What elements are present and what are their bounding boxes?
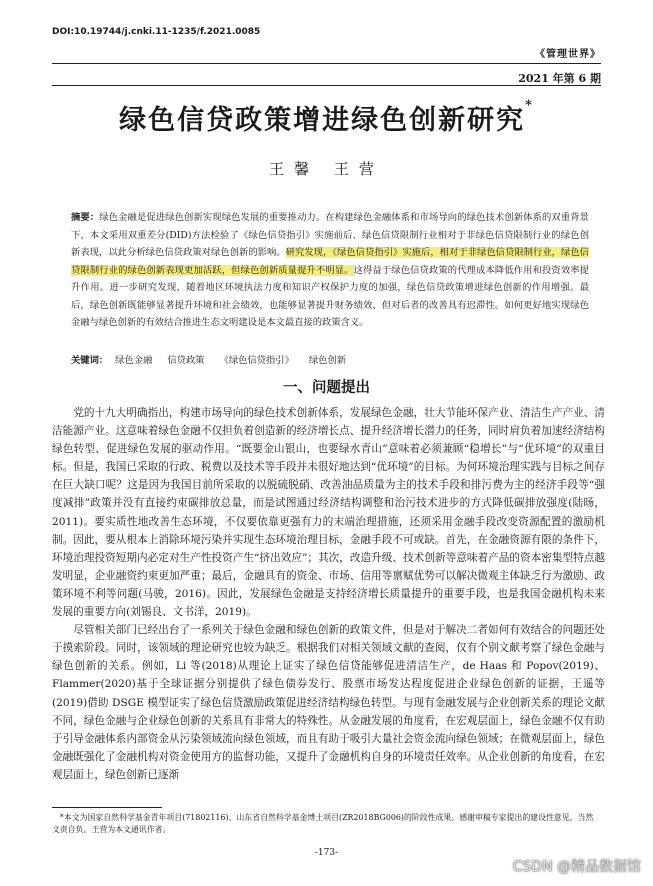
issue-label: 2021 年第 6 期 <box>518 72 601 85</box>
doi-label: DOI:10.19744/j.cnki.11-1235/f.2021.0085 <box>52 27 261 37</box>
keyword: 《绿色信贷指引》 <box>219 355 294 366</box>
abstract-highlight: 研究发现，《绿色信贷指引》实施后，相对于非绿色信贷限制行业，绿色信贷限制行业的绿色创新表现更加活跃，但绿色创新质量提升不明显。 <box>71 247 589 276</box>
title-text: 绿色信贷政策增进绿色创新研究 <box>119 105 526 136</box>
header-rule-bottom <box>52 85 601 86</box>
keyword: 绿色创新 <box>308 355 347 366</box>
paper-title <box>0 98 653 137</box>
abstract <box>71 209 589 332</box>
paragraph: 党的十九大明确指出，构建市场导向的绿色技术创新体系，发展绿色金融，壮大节能环保产业、清洁生产产业、清洁能源产业。这意味着绿色金融不仅担负着创造新的经济增长点、提升经济增长潜力的任务，同时肩负着加速经济结构绿色转型、促进绿色发展的驱动作用。“既要金山银山，也要绿水青山”意味着必须兼顾“稳增长”与“优环境”的双重目标。但是，我国已采取的行政、税费以及技术等手段并未很好地达到“优环境”的目标。为何环境治理实践与目标之间存在巨大缺口呢？这是因为我国目前所采取的以脱硫脱硝、改善油品质量为主的技术手段和排污费为主的经济手段等“强度减排”政策并没有直接约束碳排放总量，而是试图通过经济结构调整和治污技术进步的方式降低碳排放强度(陆旸，2011)。要实质性地改善生态环境，不仅要依靠更强有力的末端治理措施，还须采用金融手段改变资源配置的激励机制。因此，要从根本上消除环境污染并实现生态环境治理目标，金融手段不可或缺。首先，在金融资源有限的条件下，环境治理投资短期内必定对生产性投资产生“挤出效应”；其次，改造升级、技术创新等意味着产品的资本密集型特点越发明显，企业融资约束更加严重；最后，金融具有的资金、市场、信用等禀赋优势可以解决微观主体缺乏行为激励、政策环境不利等问题(马骏，2016)。因此，发展绿色金融是支持经济增长质量提升的重要手段，也是我国金融机构未来发展的重要方向(刘锡良、文书洋，2019)。 <box>52 407 605 619</box>
footnote-rule <box>52 807 162 808</box>
keyword: 信贷政策 <box>167 355 205 366</box>
keyword: 绿色金融 <box>115 355 153 366</box>
keywords-line <box>71 352 589 366</box>
watermark: CSDN @精品数据馆 <box>512 859 641 875</box>
abstract-text-after: 这得益于绿色信贷政策的代理成本降低作用和投资效率提升作用。进一步研究发现，随着地区环境执法力度和知识产权保护力度的加强，绿色信贷政策增进绿色创新的作用增强。最后，绿色创新既能够显著提升环境和社会绩效，也能够显著提升财务绩效，但对后者的改善具有迟滞性。如何更好地实现绿色金融与绿色创新的有效结合推进生态文明建设是本文最直接的政策含义。 <box>71 264 589 328</box>
paragraph: 尽管相关部门已经出台了一系列关于绿色金融和绿色创新的政策文件，但是对于解决二者如何有效结合的问题还处于摸索阶段。同时，该领域的理论研究也较为缺乏。根据我们对相关领域文献的查阅，仅有个别文献考察了绿色金融与绿色创新的关系。例如，Li 等(2018)从理论上证实了绿色信贷能够促进清洁生产，de Haas 和 Popov(2019)、Flammer(2020)基于全球证据分别提供了绿色债券发行、股票市场发达程度促进企业绿色创新的证据，王遥等(2019)借助 DSGE 模型证实了绿色信贷激励政策促进经济结构绿色转型。与现有金融发展与企业创新关系的理论文献不同，绿色金融与企业绿色创新的关系具有非常大的特殊性。从金融发展的角度看，在宏观层面上，绿色金融不仅有助于引导金融体系内部资金从污染领域流向绿色领域，而且有助于吸引大量社会资金流向绿色领域；在微观层面上，绿色金融既强化了金融机构对资金使用方的监督功能，又提升了金融机构自身的环境责任效率。从企业创新的角度看，在宏观层面上，绿色创新已逐渐 <box>52 624 605 781</box>
keywords-label: 关键词： <box>71 355 109 366</box>
footnote-text: *本文为国家自然科学基金青年项目(71802116)、山东省自然科学基金博士项目(ZR2018BG006)的阶段性成果。感谢审稿专家提出的建设性意见。当然文责自负。王营为本文通讯作者。 <box>52 813 594 834</box>
author-line: 王馨 王营 <box>269 160 384 178</box>
journal-name: 《管理世界》 <box>535 49 601 60</box>
section-heading: 一、问题提出 <box>283 379 370 396</box>
abstract-label: 摘要： <box>71 212 100 223</box>
page-number: -173- <box>314 848 339 858</box>
header-rule-top <box>52 63 601 64</box>
abstract-text-before: 绿色金融是促进绿色创新实现绿色发展的重要推动力。在构建绿色金融体系和市场导向的绿色技术创新体系的双重背景下，本文采用双重差分(DID)方法检验了《绿色信贷指引》实施前后、绿色信贷限制行业相对于非绿色信贷限制行业的绿色创新表现，以此分析绿色信贷政策对绿色创新的影响。 <box>71 212 589 258</box>
footnote <box>52 812 601 836</box>
title-footnote-mark: * <box>525 98 534 113</box>
body-text <box>52 404 605 784</box>
